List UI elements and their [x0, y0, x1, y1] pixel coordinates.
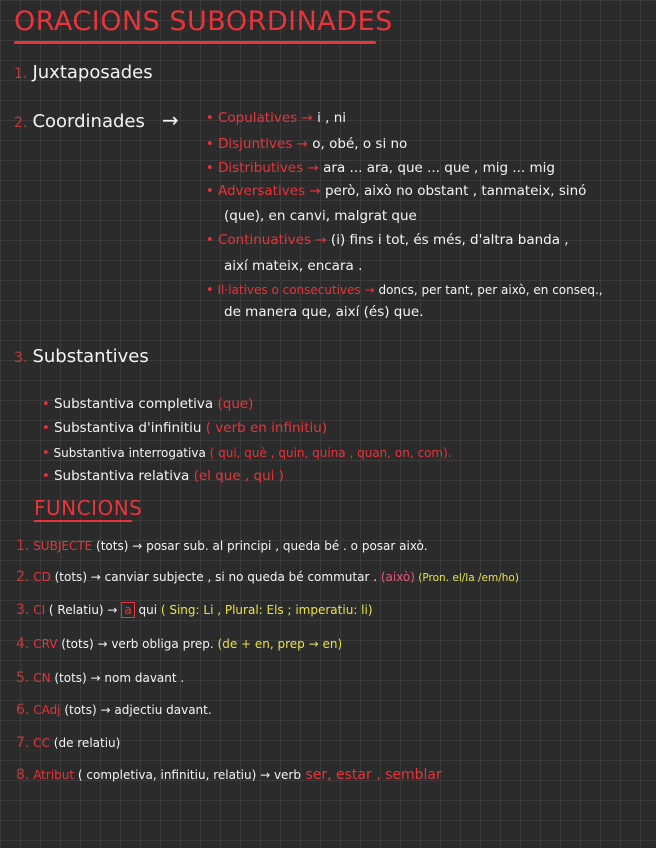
funcio-item: 2. CD (tots) → canviar subjecte , si no queda bé commutar . (això) (Pron. el/la /em/ho) — [16, 569, 519, 585]
funcio-item: 8. Atribut ( completiva, infinitiu, relatiu) → verb ser, estar , semblar — [16, 767, 442, 783]
list-item: • Substantiva d'infinitiu ( verb en infinitiu) — [42, 420, 328, 436]
list-item: • Disjuntives → o, obé, o si no — [206, 136, 408, 152]
section-number: 3. — [14, 350, 28, 366]
bullet-icon: • — [42, 421, 50, 436]
funcio-item: 6. CAdj (tots) → adjectiu davant. — [16, 702, 212, 718]
section-juxtaposades — [14, 62, 153, 83]
bullet-icon: • — [206, 137, 214, 152]
list-item: • Substantiva relativa (el que , qui ) — [42, 468, 284, 484]
section-heading: Coordinades — [32, 111, 145, 132]
list-item-continuation: de manera que, així (és) que. — [224, 304, 424, 320]
list-item-continuation: així mateix, encara . — [224, 258, 363, 274]
boxed-letter: a — [121, 602, 134, 618]
section-heading: Juxtaposades — [32, 62, 153, 83]
funcio-item: 1. SUBJECTE (tots) → posar sub. al principi , queda bé . o posar això. — [16, 538, 428, 554]
funcio-item: 4. CRV (tots) → verb obliga prep. (de + en, prep → en) — [16, 636, 343, 652]
bullet-icon: • — [206, 233, 214, 248]
list-item: • Copulatives → i , ni — [206, 110, 347, 126]
bullet-icon: • — [42, 469, 50, 484]
arrow-icon: → — [161, 108, 179, 132]
funcio-item: 3. CI ( Relatiu) → a qui ( Sing: Li , Plural: Els ; imperatiu: li) — [16, 602, 373, 618]
bullet-icon: • — [206, 283, 214, 298]
list-item: • Continuatives → (i) fins i tot, és més, d'altra banda , — [206, 232, 569, 248]
funcio-item: 5. CN (tots) → nom davant . — [16, 670, 185, 686]
bullet-icon: • — [206, 184, 214, 199]
section-number: 2. — [14, 115, 28, 131]
title-underline — [14, 41, 376, 44]
funcio-item: 7. CC (de relatiu) — [16, 735, 121, 751]
list-item: • Adversatives → però, això no obstant , tanmateix, sinó — [206, 183, 587, 199]
bullet-icon: • — [206, 111, 214, 126]
list-item: • Distributives → ara ... ara, que ... que , mig ... mig — [206, 160, 555, 176]
section-heading: Substantives — [32, 346, 149, 367]
bullet-icon: • — [42, 446, 50, 461]
funcions-heading: FUNCIONS — [34, 496, 143, 520]
list-item: • Substantiva completiva (que) — [42, 396, 254, 412]
section-number: 1. — [14, 66, 28, 82]
section-substantives — [14, 346, 149, 367]
funcions-underline — [34, 520, 132, 522]
section-coordinades — [14, 108, 179, 132]
list-item: • Il·latives o consecutives → doncs, per tant, per això, en conseq., — [206, 283, 603, 298]
list-item: • Substantiva interrogativa ( qui, què , quin, quina , quan, on, com). — [42, 446, 452, 461]
page-title: ORACIONS SUBORDINADES — [14, 6, 393, 37]
bullet-icon: • — [42, 397, 50, 412]
bullet-icon: • — [206, 161, 214, 176]
list-item-continuation: (que), en canvi, malgrat que — [224, 208, 417, 224]
